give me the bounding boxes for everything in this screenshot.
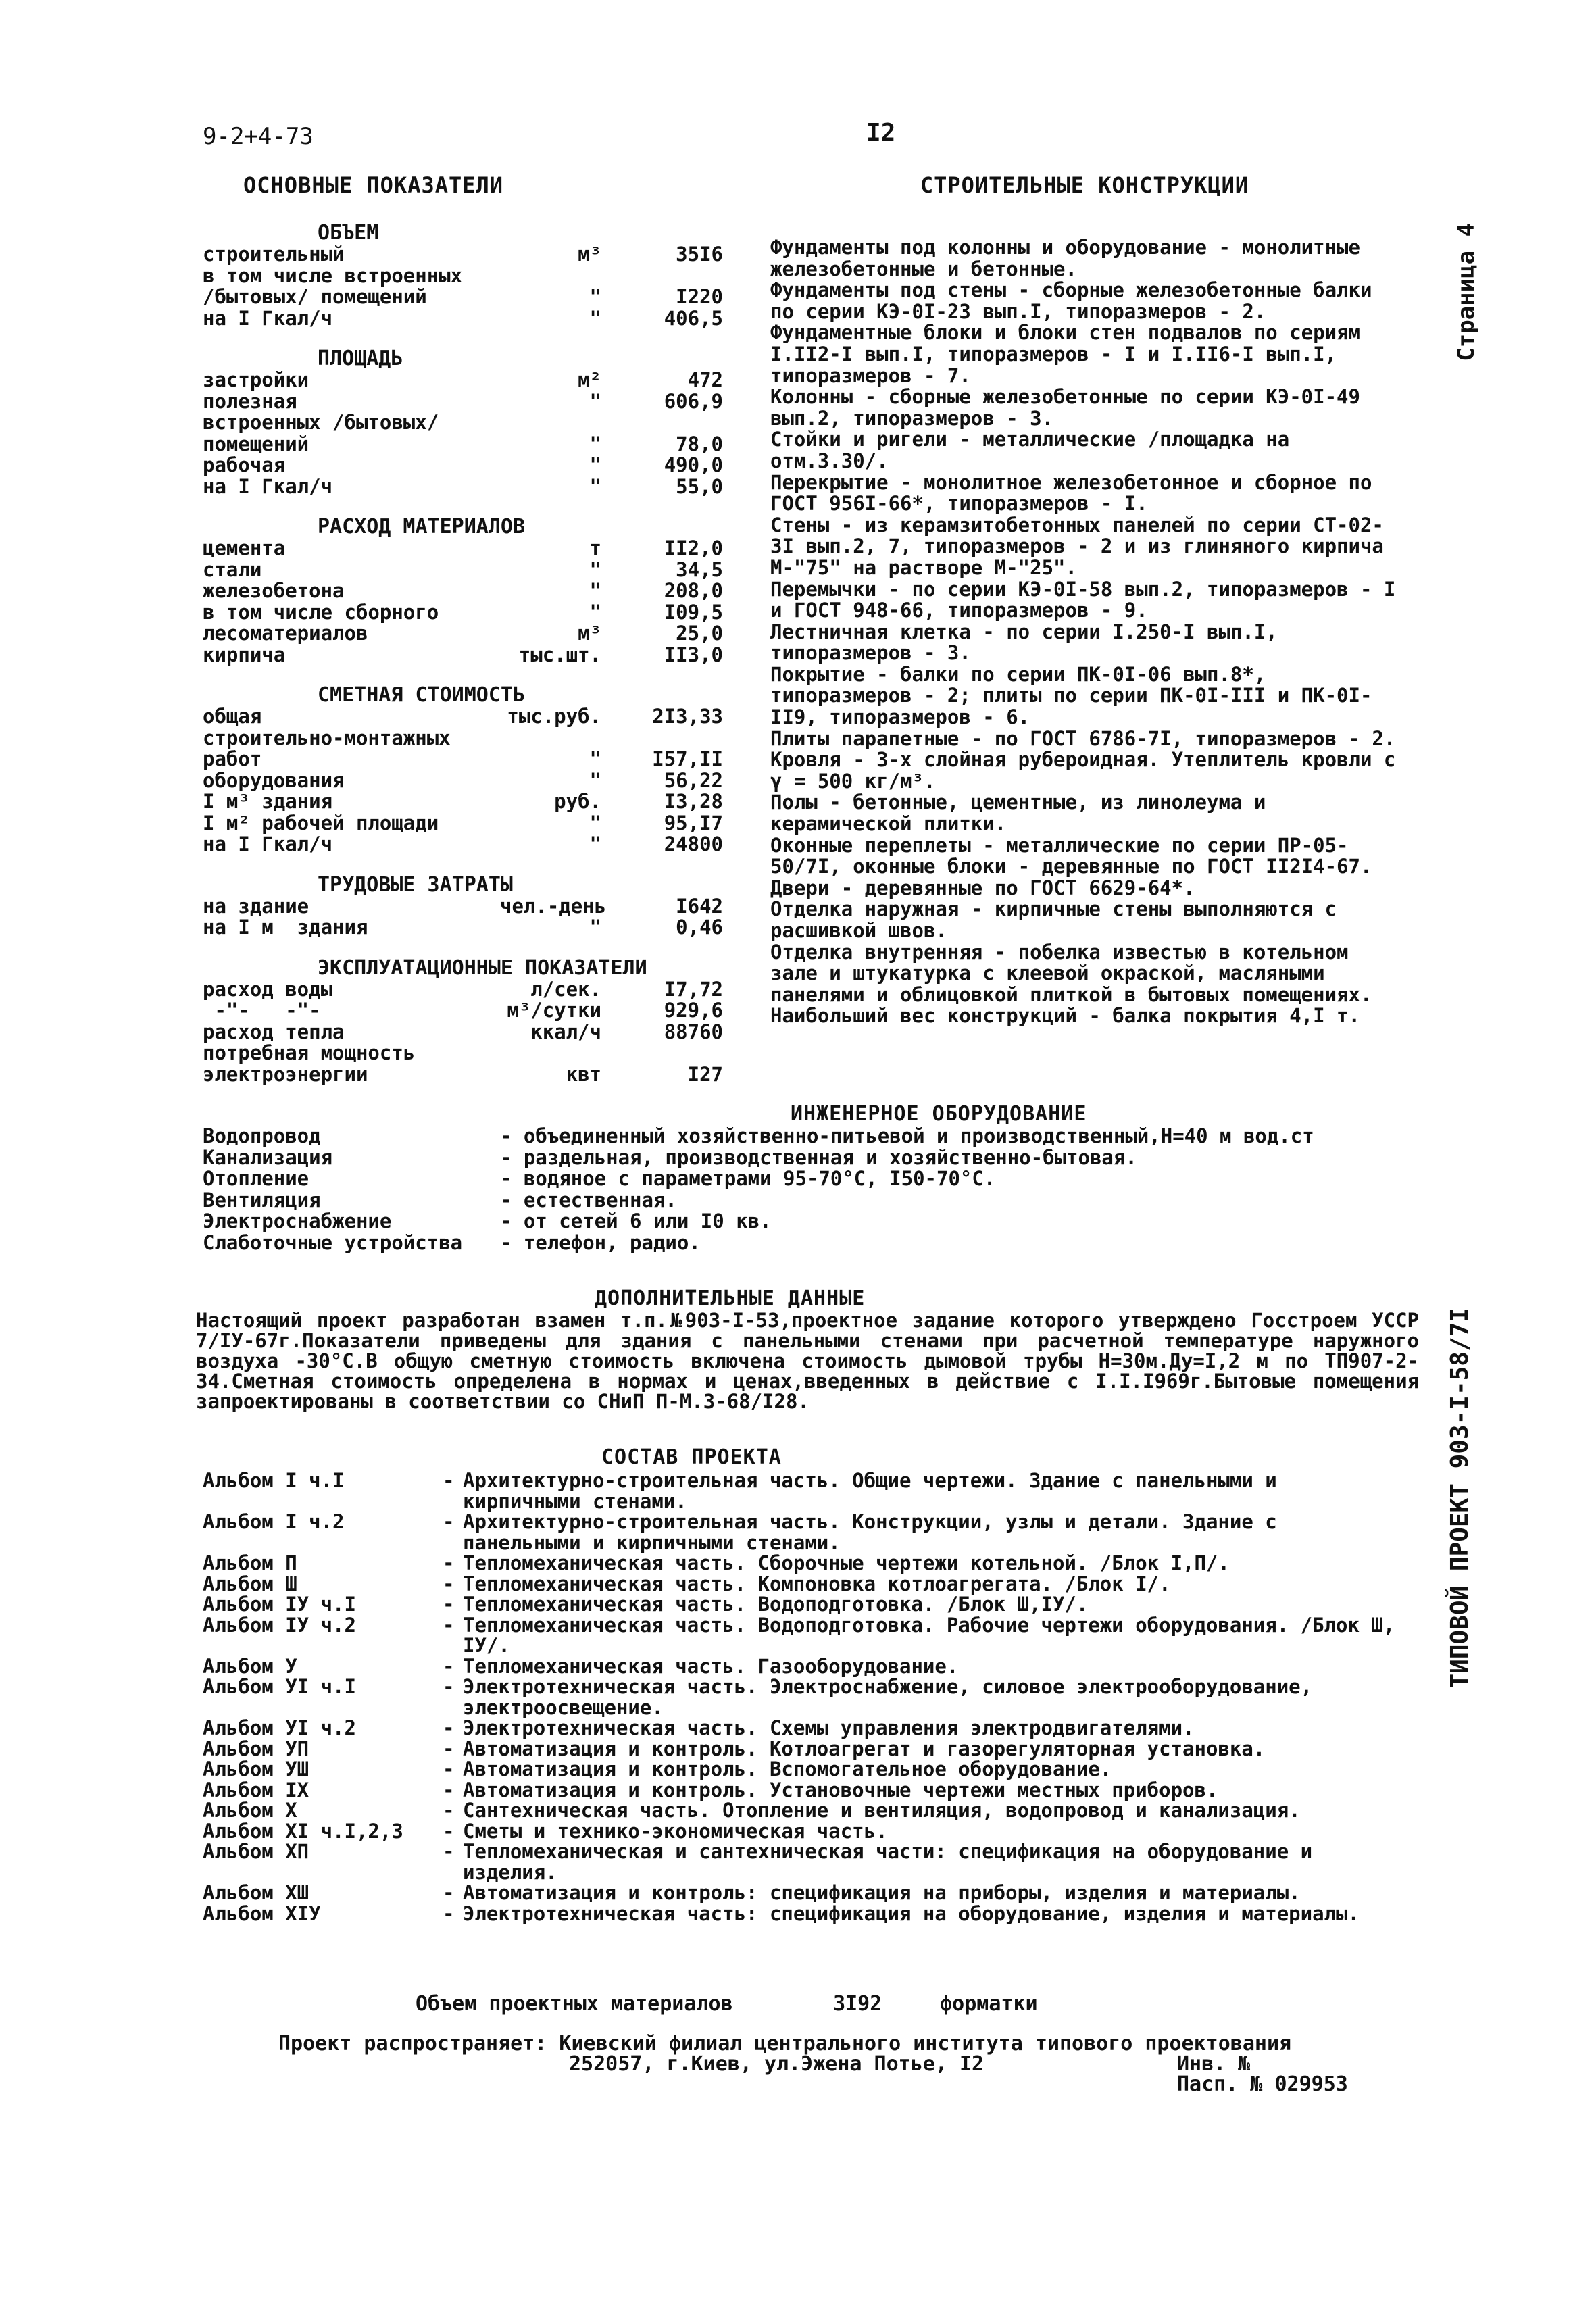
- additional-title: ДОПОЛНИТЕЛЬНЫЕ ДАННЫЕ: [595, 1287, 866, 1310]
- indicator-unit: ": [589, 389, 601, 413]
- indicator-row: [203, 749, 723, 770]
- composition-row: [203, 1883, 1419, 1903]
- indicator-label: расход тепла: [203, 1020, 345, 1043]
- album-description: Архитектурно-строительная часть. Общие чертежи. Здание с панельными и кирпичными стенами.: [463, 1469, 1277, 1513]
- construction-item: Двери - деревянные по ГОСТ 6629-64*.: [770, 876, 1195, 899]
- page-number: I2: [866, 119, 896, 147]
- indicator-row: [203, 434, 723, 455]
- indicator-unit: ": [589, 811, 601, 835]
- indicator-row: [203, 770, 723, 792]
- engineering-row: [203, 1211, 1419, 1233]
- album-label: Альбом П: [203, 1551, 297, 1574]
- indicator-unit: тыс.шт.: [518, 643, 601, 666]
- dash-separator: -: [443, 1737, 455, 1760]
- indicator-label: электроэнергии: [203, 1062, 368, 1086]
- engineering-row: [203, 1190, 1419, 1212]
- indicator-row: [203, 917, 723, 939]
- indicator-row: [203, 706, 723, 728]
- indicator-row: [203, 1064, 723, 1086]
- indicator-value: 490,0: [664, 453, 723, 476]
- indicator-label: помещений: [203, 432, 309, 455]
- indicator-value: 35I6: [676, 243, 723, 266]
- construction-item: Отделка наружная - кирпичные стены выполняются с расшивкой швов.: [770, 897, 1349, 942]
- album-label: Альбом XIУ: [203, 1901, 321, 1925]
- inventory-number: Инв. №: [1177, 2052, 1251, 2076]
- engineering-row: [203, 1147, 1419, 1169]
- indicator-label: I м³ здания: [203, 790, 333, 813]
- indicator-label: встроенных /бытовых/: [203, 411, 439, 434]
- composition-row: [203, 1800, 1419, 1821]
- indicator-value: 0,46: [676, 916, 723, 939]
- album-description: Архитектурно-строительная часть. Конструкции, узлы и детали. Здание с панельными и кирпичными стенами.: [463, 1510, 1277, 1554]
- indicator-value: I09,5: [664, 600, 723, 624]
- engineering-value: - телефон, радио.: [500, 1230, 701, 1254]
- album-label: Альбом IX: [203, 1778, 309, 1801]
- construction-item: Полы - бетонные, цементные, из линолеума и керамической плитки.: [770, 791, 1278, 836]
- construction-item: Отделка внутренняя - побелка известью в котельном зале и штукатурка с клеевой окраской, масляными панелями и облицовкой плиткой в бытовых помещениях.: [770, 940, 1372, 1006]
- construction-item: Оконные переплеты - металлические по серии ПР-05-50/7I, оконные блоки - деревянные по ГОСТ II2I4-67.: [770, 833, 1372, 878]
- indicator-unit: ": [589, 432, 601, 455]
- building-constructions: [770, 172, 1407, 1028]
- main-indicators-title: ОСНОВНЫЕ ПОКАЗАТЕЛИ: [243, 172, 504, 198]
- album-label: Альбом XI ч.I,2,3: [203, 1819, 403, 1843]
- indicator-unit: т: [589, 537, 601, 559]
- indicator-value: [601, 412, 723, 434]
- indicator-unit: ": [589, 474, 601, 498]
- dash-separator: -: [443, 1572, 455, 1595]
- indicator-row: [203, 834, 723, 855]
- engineering-value: - естественная.: [500, 1188, 677, 1212]
- constructions-title: СТРОИТЕЛЬНЫЕ КОНСТРУКЦИИ: [920, 172, 1249, 198]
- indicator-unit: ": [589, 916, 601, 939]
- indicator-value: II3,0: [664, 643, 723, 666]
- album-label: Альбом XШ: [203, 1881, 309, 1904]
- indicator-value: [601, 728, 723, 749]
- constructions-list: [770, 236, 1407, 1028]
- engineering-equipment: [203, 1103, 1419, 1253]
- indicator-row: [203, 308, 723, 330]
- volume-line: [416, 1992, 1038, 2016]
- album-description: Электротехническая часть: спецификация на оборудование, изделия и материалы.: [463, 1901, 1360, 1925]
- indicator-row: [203, 1022, 723, 1043]
- indicator-group-title: ОБЪЕМ: [318, 221, 379, 245]
- indicator-label: цемента: [203, 537, 286, 559]
- album-label: Альбом УI ч.2: [203, 1716, 356, 1739]
- album-label: Альбом XП: [203, 1840, 309, 1863]
- indicator-row: [203, 791, 723, 813]
- indicator-unit: ": [589, 768, 601, 792]
- indicator-value: [601, 266, 723, 287]
- composition-row: [203, 1553, 1419, 1574]
- engineering-value: - водяное с параметрами 95-70°С, I50-70°С.: [500, 1167, 996, 1190]
- distribution-org: Киевский филиал центрального института типового проектования: [559, 2032, 1292, 2056]
- dash-separator: -: [443, 1778, 455, 1801]
- indicator-value: 95,I7: [664, 811, 723, 835]
- album-description: Тепломеханическая часть. Сборочные чертежи котельной. /Блок I,П/.: [463, 1551, 1230, 1574]
- engineering-label: Электроснабжение: [203, 1210, 392, 1233]
- composition-title: СОСТАВ ПРОЕКТА: [601, 1445, 782, 1469]
- margin-project-label: ТИПОВОЙ ПРОЕКТ 903-I-58/7I: [1446, 1308, 1474, 1689]
- album-label: Альбом Ш: [203, 1572, 297, 1595]
- indicator-unit: ": [589, 832, 601, 855]
- album-description: Сметы и технико-экономическая часть.: [463, 1819, 888, 1843]
- composition-row: [203, 1780, 1419, 1801]
- indicator-row: [203, 580, 723, 602]
- distribution-address: 252057, г.Киев, ул.Эжена Потье, I2: [569, 2052, 984, 2076]
- indicator-value: 25,0: [676, 622, 723, 645]
- composition-row: [203, 1656, 1419, 1677]
- indicator-group: [203, 348, 723, 497]
- indicator-unit: м³/сутки: [507, 999, 601, 1022]
- indicator-label: -"- -"-: [203, 999, 321, 1022]
- indicator-label: на I Гкал/ч: [203, 474, 333, 498]
- composition-row: [203, 1718, 1419, 1739]
- indicator-value: I57,II: [652, 747, 723, 770]
- construction-item: Лестничная клетка - по серии I.250-I вып.I, типоразмеров - 3.: [770, 620, 1290, 665]
- composition-row: [203, 1821, 1419, 1842]
- indicator-value: I642: [676, 894, 723, 918]
- indicator-unit: ": [589, 285, 601, 308]
- indicator-value: I27: [687, 1062, 723, 1086]
- passport-number: Пасп. № 029953: [1177, 2072, 1348, 2096]
- indicator-row: [203, 287, 723, 308]
- indicator-value: I220: [676, 285, 723, 308]
- indicator-value: 208,0: [664, 579, 723, 602]
- dash-separator: -: [443, 1758, 455, 1781]
- indicator-label: расход воды: [203, 977, 333, 1001]
- engineering-row: [203, 1168, 1419, 1190]
- engineering-value: - объединенный хозяйственно-питьевой и производственный,Н=40 м вод.ст: [500, 1124, 1314, 1147]
- dash-separator: -: [443, 1840, 455, 1863]
- indicator-value: 606,9: [664, 389, 723, 413]
- album-description: Автоматизация и контроль. Вспомогательное оборудование.: [463, 1758, 1112, 1781]
- indicator-row: [203, 1000, 723, 1022]
- construction-item: Наибольший вес конструкций - балка покрытия 4,I т.: [770, 1004, 1360, 1028]
- indicator-unit: ккал/ч: [530, 1020, 601, 1043]
- indicator-label: оборудования: [203, 768, 345, 792]
- construction-item: Стойки и ригели - металлические /площадка на отм.3.30/.: [770, 428, 1301, 472]
- indicator-row: [203, 476, 723, 498]
- engineering-label: Отопление: [203, 1167, 309, 1190]
- indicator-row: [203, 728, 723, 749]
- indicator-unit: [500, 728, 601, 749]
- main-indicators: [203, 172, 723, 1104]
- engineering-label: Водопровод: [203, 1124, 321, 1147]
- composition-row: [203, 1512, 1419, 1553]
- indicator-unit: ": [589, 747, 601, 770]
- indicator-value: 24800: [664, 832, 723, 855]
- indicator-label: застройки: [203, 368, 309, 391]
- indicator-unit: тыс.руб.: [507, 705, 601, 728]
- album-label: Альбом I ч.2: [203, 1510, 345, 1533]
- indicator-label: общая: [203, 705, 262, 728]
- indicator-unit: [500, 266, 601, 287]
- construction-item: Покрытие - балки по серии ПК-0I-06 вып.8*, типоразмеров - 2; плиты по серии ПК-0I-III и ПК-0I-II9, типоразмеров - 6.: [770, 662, 1372, 729]
- indicator-value: 406,5: [664, 306, 723, 330]
- construction-item: Кровля - 3-х слойная рубероидная. Утеплитель кровли с γ = 500 кг/м³.: [770, 748, 1407, 793]
- indicator-group-title: ПЛОЩАДЬ: [318, 347, 403, 370]
- indicator-row: [203, 602, 723, 624]
- construction-item: Фундаменты под стены - сборные железобетонные балки по серии КЭ-0I-23 вып.I, типоразмеров - 2.: [770, 278, 1384, 323]
- indicator-value: I7,72: [664, 977, 723, 1001]
- album-label: Альбом IУ ч.2: [203, 1613, 356, 1637]
- indicator-label: строительный: [203, 243, 345, 266]
- composition-row: [203, 1759, 1419, 1780]
- indicator-label: на I Гкал/ч: [203, 832, 333, 855]
- indicator-label: I м² рабочей площади: [203, 811, 439, 835]
- album-description: Тепломеханическая часть. Газооборудование.: [463, 1654, 959, 1678]
- album-label: Альбом X: [203, 1799, 297, 1822]
- dash-separator: -: [443, 1675, 455, 1698]
- album-label: Альбом УI ч.I: [203, 1675, 356, 1698]
- indicator-group: [203, 874, 723, 939]
- dash-separator: -: [443, 1881, 455, 1904]
- distribution-label: Проект распространяет:: [278, 2032, 547, 2056]
- construction-item: Плиты парапетные - по ГОСТ 6786-7I, типоразмеров - 2.: [770, 726, 1396, 750]
- album-description: Тепломеханическая часть. Водоподготовка. Рабочие чертежи оборудования. /Блок Ш, IУ/.: [463, 1613, 1395, 1657]
- indicator-unit: м²: [578, 368, 601, 391]
- indicator-label: потребная мощность: [203, 1041, 416, 1064]
- album-label: Альбом I ч.I: [203, 1469, 345, 1492]
- indicator-row: [203, 455, 723, 476]
- indicator-label: полезная: [203, 389, 297, 413]
- engineering-value: - от сетей 6 или I0 кв.: [500, 1210, 772, 1233]
- composition-row: [203, 1470, 1419, 1512]
- album-label: Альбом УШ: [203, 1758, 309, 1781]
- indicator-label: строительно-монтажных: [203, 726, 451, 749]
- margin-page-label: Страница 4: [1453, 223, 1480, 362]
- dash-separator: -: [443, 1613, 455, 1637]
- album-description: Автоматизация и контроль: спецификация на приборы, изделия и материалы.: [463, 1881, 1301, 1904]
- indicator-value: [601, 1043, 723, 1064]
- composition-row: [203, 1594, 1419, 1615]
- indicator-group: [203, 516, 723, 666]
- indicator-value: I3,28: [664, 790, 723, 813]
- indicator-value: 55,0: [676, 474, 723, 498]
- indicator-value: 34,5: [676, 557, 723, 581]
- indicator-value: 472: [687, 368, 723, 391]
- indicator-unit: л/сек.: [530, 977, 601, 1001]
- composition-row: [203, 1739, 1419, 1760]
- album-description: Автоматизация и контроль. Установочные чертежи местных приборов.: [463, 1778, 1218, 1801]
- composition-row: [203, 1903, 1419, 1924]
- album-description: Тепломеханическая часть. Компоновка котлоагрегата. /Блок I/.: [463, 1572, 1171, 1595]
- document-code: 9-2+4-73: [203, 123, 314, 150]
- indicator-unit: чел.-день: [500, 894, 607, 918]
- indicator-unit: ": [589, 600, 601, 624]
- engineering-rows: [203, 1126, 1419, 1253]
- indicator-row: [203, 623, 723, 645]
- indicator-label: рабочая: [203, 453, 286, 476]
- indicator-row: [203, 266, 723, 287]
- indicator-unit: [500, 412, 601, 434]
- dash-separator: -: [443, 1716, 455, 1739]
- album-description: Тепломеханическая часть. Водоподготовка. /Блок Ш,IУ/.: [463, 1593, 1089, 1616]
- indicator-value: 929,6: [664, 999, 723, 1022]
- album-description: Автоматизация и контроль. Котлоагрегат и газорегуляторная установка.: [463, 1737, 1266, 1760]
- construction-item: Фундаментные блоки и блоки стен подвалов по сериям I.II2-I вып.I, типоразмеров - I и I.II6-I вып.I, типоразмеров - 7.: [770, 321, 1372, 387]
- indicator-group-title: ЭКСПЛУАТАЦИОННЫЕ ПОКАЗАТЕЛИ: [318, 955, 647, 980]
- indicator-label: в том числе сборного: [203, 600, 439, 624]
- indicator-label: на I м здания: [203, 916, 368, 939]
- dash-separator: -: [443, 1593, 455, 1616]
- album-description: Электротехническая часть. Электроснабжение, силовое электрооборудование, электроосвещение.: [463, 1675, 1313, 1719]
- indicator-unit: м³: [578, 622, 601, 645]
- indicator-unit: ": [589, 579, 601, 602]
- indicator-unit: руб.: [554, 790, 601, 813]
- engineering-label: Вентиляция: [203, 1188, 321, 1212]
- project-composition: [203, 1446, 1419, 1924]
- dash-separator: -: [443, 1551, 455, 1574]
- indicator-row: [203, 896, 723, 918]
- engineering-title: ИНЖЕНЕРНОЕ ОБОРУДОВАНИЕ: [791, 1102, 1087, 1126]
- indicator-label: кирпича: [203, 643, 286, 666]
- distribution-block: [278, 2034, 1348, 2095]
- composition-row: [203, 1615, 1419, 1656]
- indicator-groups: [203, 222, 723, 1085]
- indicator-label: на здание: [203, 894, 309, 918]
- indicator-row: [203, 538, 723, 559]
- indicator-group-title: СМЕТНАЯ СТОИМОСТЬ: [318, 683, 526, 707]
- composition-row: [203, 1676, 1419, 1718]
- indicator-label: лесоматериалов: [203, 622, 368, 645]
- indicator-row: [203, 370, 723, 391]
- album-label: Альбом IУ ч.I: [203, 1593, 356, 1616]
- indicator-group: [203, 222, 723, 329]
- indicator-unit: ": [589, 557, 601, 581]
- indicator-group-title: РАСХОД МАТЕРИАЛОВ: [318, 515, 526, 539]
- indicator-value: 56,22: [664, 768, 723, 792]
- indicator-unit: ": [589, 453, 601, 476]
- engineering-row: [203, 1126, 1419, 1147]
- indicator-row: [203, 979, 723, 1001]
- indicator-row: [203, 813, 723, 835]
- engineering-row: [203, 1230, 1419, 1254]
- indicator-label: /бытовых/ помещений: [203, 285, 427, 308]
- volume-value: 3I92: [833, 1992, 882, 2016]
- construction-item: Перемычки - по серии КЭ-0I-58 вып.2, типоразмеров - I и ГОСТ 948-66, типоразмеров - 9.: [770, 577, 1407, 622]
- composition-row: [203, 1574, 1419, 1595]
- engineering-label: Канализация: [203, 1145, 333, 1169]
- indicator-group: [203, 957, 723, 1086]
- dash-separator: -: [443, 1819, 455, 1843]
- engineering-value: - раздельная, производственная и хозяйственно-бытовая.: [500, 1145, 1137, 1169]
- indicator-label: работ: [203, 747, 262, 770]
- indicator-label: в том числе встроенных: [203, 264, 463, 287]
- indicator-label: стали: [203, 557, 262, 581]
- album-label: Альбом УП: [203, 1737, 309, 1760]
- construction-item: Фундаменты под колонны и оборудование - монолитные железобетонные и бетонные.: [770, 236, 1372, 280]
- indicator-value: 78,0: [676, 432, 723, 455]
- indicator-label: на I Гкал/ч: [203, 306, 333, 330]
- indicator-unit: квт: [566, 1062, 601, 1086]
- indicator-label: железобетона: [203, 579, 345, 602]
- construction-item: Колонны - сборные железобетонные по серии КЭ-0I-49 вып.2, типоразмеров - 3.: [770, 385, 1372, 430]
- indicator-row: [203, 1043, 723, 1064]
- indicator-row: [203, 412, 723, 434]
- dash-separator: -: [443, 1469, 455, 1492]
- indicator-group: [203, 684, 723, 855]
- additional-data: [196, 1287, 1419, 1412]
- dash-separator: -: [443, 1901, 455, 1925]
- album-label: Альбом У: [203, 1654, 297, 1678]
- indicator-row: [203, 391, 723, 413]
- indicator-value: II2,0: [664, 537, 723, 559]
- dash-separator: -: [443, 1799, 455, 1822]
- indicator-row: [203, 244, 723, 266]
- volume-label: Объем проектных материалов: [416, 1992, 733, 2016]
- additional-text: Настоящий проект разработан взамен т.п.№903-I-53,проектное задание которого утверждено Госстроем УССР 7/IУ-67г.Показатели приведены для здания с панельными стенами при расчетной температуре наружного воздуха -30°С.В общую сметную стоимость включена стоимость дымовой трубы Н=30м.Ду=I,2 м по ТП907-2-34.Сметная стоимость определена в нормах и ценах,введенных в действие с I.I.I969г.Бытовые помещения запроектированы в соответствии со СНиП П-М.3-68/I28.: [196, 1309, 1419, 1413]
- indicator-value: 2I3,33: [652, 705, 723, 728]
- album-description: Сантехническая часть. Отопление и вентиляция, водопровод и канализация.: [463, 1799, 1301, 1822]
- construction-item: Перекрытие - монолитное железобетонное и сборное по ГОСТ 956I-66*, типоразмеров - I.: [770, 470, 1384, 516]
- indicator-group-title: ТРУДОВЫЕ ЗАТРАТЫ: [318, 872, 513, 897]
- indicator-value: 88760: [664, 1020, 723, 1043]
- dash-separator: -: [443, 1510, 455, 1533]
- composition-row: [203, 1841, 1419, 1883]
- album-description: Тепломеханическая и сантехническая части: спецификация на оборудование и изделия.: [463, 1840, 1313, 1884]
- volume-unit: форматки: [940, 1992, 1038, 2016]
- dash-separator: -: [443, 1654, 455, 1678]
- engineering-label: Слаботочные устройства: [203, 1230, 463, 1254]
- indicator-unit: м³: [578, 243, 601, 266]
- indicator-row: [203, 559, 723, 581]
- construction-item: Стены - из керамзитобетонных панелей по серии СТ-02-3I вып.2, 7, типоразмеров - 2 и из глиняного кирпича М-"75" на растворе М-"25".: [770, 513, 1396, 579]
- indicator-row: [203, 645, 723, 666]
- composition-rows: [203, 1470, 1419, 1924]
- indicator-unit: [500, 1043, 601, 1064]
- album-description: Электротехническая часть. Схемы управления электродвигателями.: [463, 1716, 1195, 1739]
- indicator-unit: ": [589, 306, 601, 330]
